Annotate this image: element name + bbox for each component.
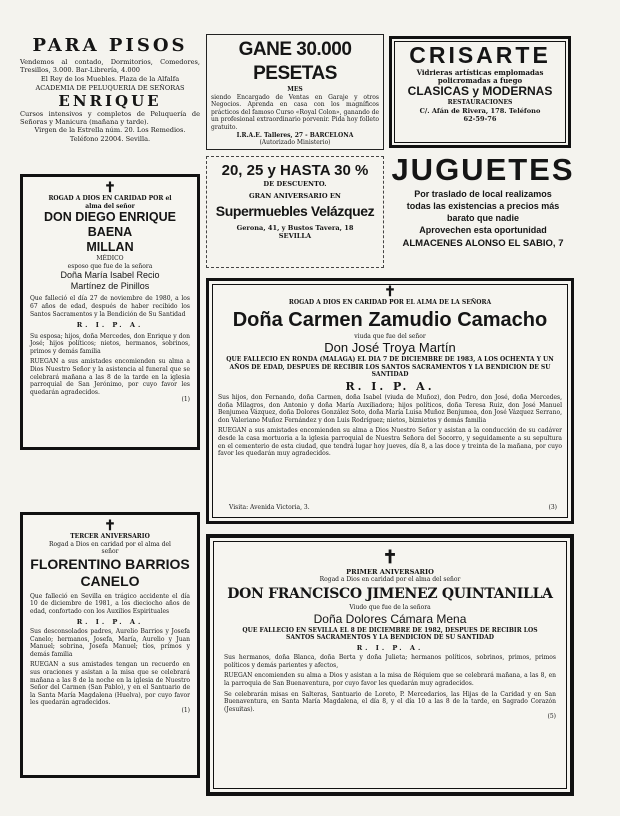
obit-family: Sus hijos, don Fernando, doña Carmen, doña Isabel (viuda de Muñoz), don Pedro, don José, doña Mercedes, doña Milagros, don Antonio y doña María Auxiliadora; hijos políticos, doña Teresa Ruiz, don José Manuel Benjumea Vázquez, doña Dolores González Soto, doña María Luisa Muñoz Benjumea, don José Vázquez Serrano, don Valeriano Muñoz Fernández y don Luis Rodríguez; nietos, biznietos y demás familia xyxy=(218,393,562,424)
muebles-name: Supermuebles Velázquez xyxy=(215,202,375,219)
cross-icon: ✝ xyxy=(104,180,116,196)
para-pisos-line: Vendemos al contado, Dormitorios, Comedores, Tresillos, 3.000. Bar-Librería, 4.000 xyxy=(20,58,200,75)
ad-crisarte xyxy=(389,36,571,148)
obit-ripa: R. I. P. A. xyxy=(356,643,424,652)
obit-ref: (5) xyxy=(547,713,556,721)
obit-spouse-intro: esposo que fue de la señora xyxy=(67,262,153,270)
gane-subtitle: MES xyxy=(287,86,303,93)
obit-intro: Rogad a Dios en caridad por el alma del señor xyxy=(49,540,171,556)
crisarte-line: Vidrieras artísticas emplomadas policromadas a fuego xyxy=(416,68,544,85)
para-pisos-line: El Rey de los Muebles. Plaza de la Alfalfa xyxy=(40,74,180,83)
obit-footer: Visita: Avenida Victoria, 3. xyxy=(229,504,310,512)
academy-heading: ACADEMIA DE PELUQUERIA DE SEÑORAS xyxy=(35,84,185,93)
obituary-zamudio xyxy=(206,278,574,524)
ad-para-pisos xyxy=(20,36,200,146)
obit-spouse-intro: viuda que fue del señor xyxy=(354,332,426,340)
muebles-event: GRAN ANIVERSARIO EN xyxy=(249,192,341,201)
cross-icon: ✝ xyxy=(382,547,398,568)
obit-intro: ROGAD A DIOS EN CARIDAD POR EL ALMA DE LA SEÑORA xyxy=(288,299,492,306)
obit-ripa: R. I. P. A. xyxy=(76,321,144,330)
obit-spouse-name: Don José Troya Martín xyxy=(324,340,456,356)
obit-intro: ROGAD A DIOS EN CARIDAD POR el alma del señor xyxy=(48,195,172,210)
obit-spouse-name: Martínez de Pinillos xyxy=(70,281,150,292)
cross-icon: ✝ xyxy=(104,518,116,534)
obit-ref: (1) xyxy=(181,396,190,404)
para-pisos-title: PARA PISOS xyxy=(32,35,188,56)
obit-name: DON FRANCISCO JIMENEZ QUINTANILLA xyxy=(227,586,553,602)
gane-address: I.R.A.E. Talleres, 27 - BARCELONA xyxy=(236,131,354,139)
obit-body: QUE FALLECIO EN SEVILLA EL 8 DE DICIEMBRE DE 1982, DESPUES DE RECIBIR LOS SANTOS SACRAMENTOS Y LA BENDICION DE SU SANTIDAD xyxy=(242,626,538,642)
gane-title: GANE 30.000 PESETAS xyxy=(238,39,352,84)
crisarte-address: C/. Afán de Rivera, 178. Teléfono 62-59-76 xyxy=(419,106,541,124)
obit-name: FLORENTINO BARRIOS xyxy=(30,555,190,572)
obituary-barrios xyxy=(20,512,200,778)
obit-ruegan: RUEGAN a sus amistades tengan un recuerdo en sus oraciones y asistan a la misa que se celebrará mañana a las 8 de la noche en la iglesia de Nuestro Señor del Carmen (San Pablo), y en el Santuario de la Santa María Magdalena (Huelva), por cuyo favor les quedarán agradecidos. xyxy=(30,661,190,707)
obit-ripa: R. I. P. A. xyxy=(345,379,435,393)
obit-name: DON DIEGO ENRIQUE BAENA xyxy=(44,210,176,240)
juguetes-line: todas las existencias a precios más xyxy=(406,201,560,211)
muebles-city: SEVILLA xyxy=(278,232,312,241)
obit-name: Doña Carmen Zamudio Camacho xyxy=(232,308,548,331)
juguetes-line: barato que nadie xyxy=(446,213,519,223)
obit-profession: MÉDICO xyxy=(96,255,124,263)
obit-name: CANELO xyxy=(80,572,140,589)
obit-header: PRIMER ANIVERSARIO xyxy=(346,568,434,576)
muebles-address: Gerona, 41, y Bustos Tavera, 18 xyxy=(236,223,354,232)
academy-name: ENRIQUE xyxy=(58,91,162,110)
obit-intro: Rogad a Dios en caridad por el alma del señor xyxy=(319,576,461,584)
obit-name: MILLAN xyxy=(86,240,134,255)
obit-spouse-name: Doña Dolores Cámara Mena xyxy=(313,611,467,626)
obit-ruegan: RUEGAN a sus amistades encomienden su alma a Dios Nuestro Señor y asistan a la conducción de su cadáver desde la casa mortuoria a la iglesia parroquial de Nuestra Señora del Socorro, y seguidamente a su sepultura en el cementerio de esta ciudad, que tendrá lugar hoy jueves, día 8, a las doce y treinta de la mañana, por cuyo favor les quedarán muy agradecidos. xyxy=(218,427,562,458)
crisarte-line: RESTAURACIONES xyxy=(447,99,513,107)
obit-ripa: R. I. P. A. xyxy=(76,617,144,626)
ad-juguetes xyxy=(389,152,577,270)
crisarte-inner-border xyxy=(394,41,566,143)
obit-body: Que falleció el día 27 de noviembre de 1980, a los 67 años de edad, después de haber recibido los Santos Sacramentos y la Bendición de Su Santidad xyxy=(30,295,190,318)
academy-line: Cursos intensivos y completos de Peluquería de Señoras y Manicura (mañana y tarde). xyxy=(20,109,200,127)
obit-ruegan: RUEGAN a sus amistades encomienden su alma a Dios Nuestro Señor y la asistencia al funeral que se celebrará mañana a las 8 de la tarde en la iglesia parroquial de San Jerónimo, por cuyo favor les quedarán agradecidos. xyxy=(30,358,190,396)
muebles-sub: DE DESCUENTO. xyxy=(263,180,327,188)
obituary-baena xyxy=(20,174,200,450)
obit-spouse-intro: Viudo que fue de la señora xyxy=(349,604,431,611)
juguetes-line: Por traslado de local realizamos xyxy=(414,189,552,199)
obit-inner-border xyxy=(212,284,568,518)
crisarte-line: CLASICAS y MODERNAS xyxy=(407,84,553,99)
obit-body: Que falleció en Sevilla en trágico accidente el día 10 de diciembre de 1981, a los dieciocho años de edad, confortado con los Auxilios Espirituales xyxy=(30,592,190,615)
gane-note: (Autorizado Ministerio) xyxy=(259,139,331,147)
obit-ruegan: RUEGAN encomienden su alma a Dios y asistan a la misa de Réquiem que se celebrará mañana, a las 8, en la parroquia de San Buenaventura, por cuyo favor les quedarán muy agradecidos. xyxy=(224,672,556,687)
juguetes-title: JUGUETES xyxy=(391,152,575,187)
obit-ref: (3) xyxy=(548,504,557,512)
obit-extra: Se celebrarán misas en Salteras, Santuario de Loreto, P. Mercedarios, las Hijas de la Caridad y en San Buenaventura, en Santa María Magdalena, el día 8, y el día 10 a las 8 de la tarde, en Sagrado Corazón (Jesuitas). xyxy=(224,690,556,713)
muebles-headline: 20, 25 y HASTA 30 % xyxy=(221,162,369,179)
obit-family: Su esposa; hijos, doña Mercedes, don Enrique y don José; hijos políticos; nietos, hermanos, sobrinos, primos y demás familia xyxy=(30,332,190,355)
obit-header: TERCER ANIVERSARIO xyxy=(70,533,150,540)
obit-family: Sus hermanos, doña Blanca, doña Berta y doña Julieta; hermanos políticos, sobrinos, primos, primos políticos y demás parientes y afectos, xyxy=(224,654,556,669)
obit-spouse-name: Doña María Isabel Recio xyxy=(60,270,160,281)
obit-inner-border xyxy=(213,541,567,789)
obituary-jimenez xyxy=(206,534,574,796)
crisarte-title: CRISARTE xyxy=(409,42,551,68)
obit-body: QUE FALLECIO EN RONDA (MALAGA) EL DIA 7 DE DICIEMBRE DE 1983, A LOS OCHENTA Y UN AÑOS DE EDAD, DESPUES DE RECIBIR LOS SANTOS SACRAMENTOS Y LA BENDICION DE SU SANTIDAD xyxy=(226,356,554,379)
ad-supermuebles xyxy=(206,156,384,268)
ad-gane-pesetas xyxy=(206,34,384,150)
cross-icon: ✝ xyxy=(384,284,396,300)
juguetes-line: Aprovechen esta oportunidad xyxy=(419,225,547,235)
academy-line: Virgen de la Estrella núm. 20. Los Remedios. Teléfono 22004. Sevilla. xyxy=(34,126,186,143)
juguetes-store: ALMACENES ALONSO EL SABIO, 7 xyxy=(402,238,564,249)
obit-ref: (1) xyxy=(181,706,190,714)
obit-family: Sus desconsolados padres, Aurelio Barrios y Josefa Canelo; hermanos, Josefa, María, Aurelio y Juan Manuel; sobrina, Josefa Manuel; tíos, primos y demás familia xyxy=(30,627,190,658)
gane-text: siendo Encargado de Ventas en Garaje y otros Negocios. Aprenda en casa con los magníficos prácticos del famoso Curso «Royal Colon», ganando de un profesional extraordinario porvenir. Pida hoy folleto gratuito. xyxy=(211,93,379,131)
